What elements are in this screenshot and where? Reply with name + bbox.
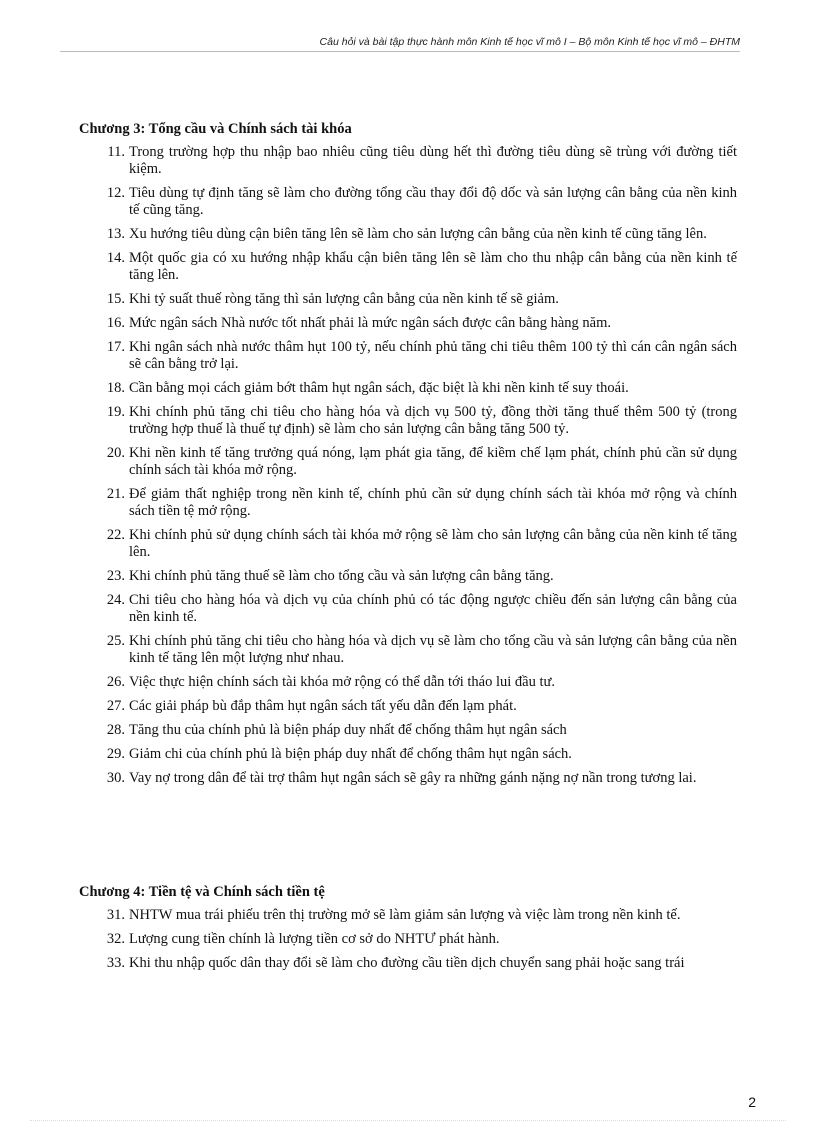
item-text: Chi tiêu cho hàng hóa và dịch vụ của chính phủ có tác động ngược chiều đến sản lượng cân bằng của nền kinh tế. xyxy=(129,592,737,625)
item-number: 15. xyxy=(106,291,125,307)
item-number: 13. xyxy=(106,226,125,242)
question-list xyxy=(79,907,737,972)
chapter-title: Chương 3: Tổng cầu và Chính sách tài khóa xyxy=(79,121,352,137)
item-text: Việc thực hiện chính sách tài khóa mở rộng có thể dẫn tới tháo lui đầu tư. xyxy=(129,674,556,690)
list-item xyxy=(79,568,737,585)
item-number: 23. xyxy=(106,568,125,584)
item-text: Một quốc gia có xu hướng nhập khẩu cận biên tăng lên sẽ làm cho thu nhập cân bằng của nền kinh tế tăng lên. xyxy=(129,250,737,283)
item-text: Xu hướng tiêu dùng cận biên tăng lên sẽ làm cho sản lượng cân bằng của nền kinh tế cũng tăng lên. xyxy=(129,226,707,242)
item-number: 30. xyxy=(106,770,125,786)
list-item xyxy=(79,185,737,219)
page-header: Câu hỏi và bài tập thực hành môn Kinh tế học vĩ mô I – Bộ môn Kinh tế học vĩ mô – ĐHTM xyxy=(60,36,740,52)
list-item xyxy=(79,250,737,284)
item-number: 16. xyxy=(106,315,125,331)
item-number: 14. xyxy=(106,250,125,266)
item-number: 18. xyxy=(106,380,125,396)
list-item xyxy=(79,486,737,520)
chapter-title: Chương 4: Tiền tệ và Chính sách tiền tệ xyxy=(79,884,325,900)
item-text: Trong trường hợp thu nhập bao nhiêu cũng tiêu dùng hết thì đường tiêu dùng sẽ trùng với đường tiết kiệm. xyxy=(129,144,737,177)
item-text: Tiêu dùng tự định tăng sẽ làm cho đường tổng cầu thay đổi độ dốc và sản lượng cân bằng của nền kinh tế cũng tăng. xyxy=(129,185,737,218)
item-text: Vay nợ trong dân để tài trợ thâm hụt ngân sách sẽ gây ra những gánh nặng nợ nần trong tương lai. xyxy=(129,770,697,786)
footer-divider xyxy=(30,1120,786,1121)
page-number: 2 xyxy=(748,1094,756,1110)
item-text: Khi nền kinh tế tăng trưởng quá nóng, lạm phát gia tăng, để kiềm chế lạm phát, chính phủ cần sử dụng chính sách tài khóa mở rộng. xyxy=(129,445,737,478)
item-number: 33. xyxy=(106,955,125,971)
item-text: Khi tỷ suất thuế ròng tăng thì sản lượng cân bằng của nền kinh tế sẽ giảm. xyxy=(129,291,559,307)
item-number: 17. xyxy=(106,339,125,355)
chapter-4-section xyxy=(79,884,737,979)
item-number: 25. xyxy=(106,633,125,649)
item-text: Để giảm thất nghiệp trong nền kinh tế, chính phủ cần sử dụng chính sách tài khóa mở rộng và chính sách tiền tệ mở rộng. xyxy=(129,486,737,519)
item-text: Khi chính phủ tăng chi tiêu cho hàng hóa và dịch vụ 500 tỷ, đồng thời tăng thuế thêm 500 tỷ (trong trường hợp thuế là thuế tự định) sẽ làm cho sản lượng cân bằng tăng 500 tỷ. xyxy=(129,404,737,437)
list-item xyxy=(79,674,737,691)
list-item xyxy=(79,722,737,739)
question-list xyxy=(79,144,737,787)
item-number: 24. xyxy=(106,592,125,608)
item-text: Khi ngân sách nhà nước thâm hụt 100 tỷ, nếu chính phủ tăng chi tiêu thêm 100 tỷ thì cán cân ngân sách sẽ cân bằng trở lại. xyxy=(129,339,737,372)
chapter-3-section xyxy=(79,121,737,794)
list-item xyxy=(79,931,737,948)
list-item xyxy=(79,445,737,479)
item-text: Tăng thu của chính phủ là biện pháp duy nhất để chống thâm hụt ngân sách xyxy=(129,722,567,738)
item-number: 12. xyxy=(106,185,125,201)
list-item xyxy=(79,144,737,178)
item-text: Lượng cung tiền chính là lượng tiền cơ sở do NHTƯ phát hành. xyxy=(129,931,500,947)
item-text: Cần bằng mọi cách giảm bớt thâm hụt ngân sách, đặc biệt là khi nền kinh tế suy thoái. xyxy=(129,380,629,396)
list-item xyxy=(79,633,737,667)
item-number: 27. xyxy=(106,698,125,714)
item-number: 31. xyxy=(106,907,125,923)
item-text: Khi chính phủ sử dụng chính sách tài khóa mở rộng sẽ làm cho sản lượng cân bằng của nền kinh tế tăng lên. xyxy=(129,527,737,560)
list-item xyxy=(79,770,737,787)
item-text: Khi thu nhập quốc dân thay đổi sẽ làm cho đường cầu tiền dịch chuyển sang phải hoặc sang trái xyxy=(129,955,685,971)
list-item xyxy=(79,746,737,763)
item-number: 11. xyxy=(107,144,125,160)
item-text: NHTW mua trái phiếu trên thị trường mở sẽ làm giảm sản lượng và việc làm trong nền kinh tế. xyxy=(129,907,681,923)
list-item xyxy=(79,698,737,715)
item-number: 26. xyxy=(106,674,125,690)
item-text: Khi chính phủ tăng thuế sẽ làm cho tổng cầu và sản lượng cân bằng tăng. xyxy=(129,568,554,584)
list-item xyxy=(79,907,737,924)
item-number: 28. xyxy=(106,722,125,738)
list-item xyxy=(79,527,737,561)
list-item xyxy=(79,380,737,397)
item-text: Các giải pháp bù đắp thâm hụt ngân sách tất yếu dẫn đến lạm phát. xyxy=(129,698,517,714)
item-number: 29. xyxy=(106,746,125,762)
item-number: 19. xyxy=(106,404,125,420)
list-item xyxy=(79,339,737,373)
item-text: Mức ngân sách Nhà nước tốt nhất phải là mức ngân sách được cân bằng hàng năm. xyxy=(129,315,612,331)
list-item xyxy=(79,226,737,243)
list-item xyxy=(79,955,737,972)
list-item xyxy=(79,404,737,438)
item-text: Giảm chi của chính phủ là biện pháp duy nhất để chống thâm hụt ngân sách. xyxy=(129,746,572,762)
item-number: 22. xyxy=(106,527,125,543)
item-number: 32. xyxy=(106,931,125,947)
item-number: 21. xyxy=(106,486,125,502)
list-item xyxy=(79,291,737,308)
item-number: 20. xyxy=(106,445,125,461)
list-item xyxy=(79,592,737,626)
item-text: Khi chính phủ tăng chi tiêu cho hàng hóa và dịch vụ sẽ làm cho tổng cầu và sản lượng cân bằng của nền kinh tế tăng lên một lượng như nhau. xyxy=(129,633,737,666)
list-item xyxy=(79,315,737,332)
